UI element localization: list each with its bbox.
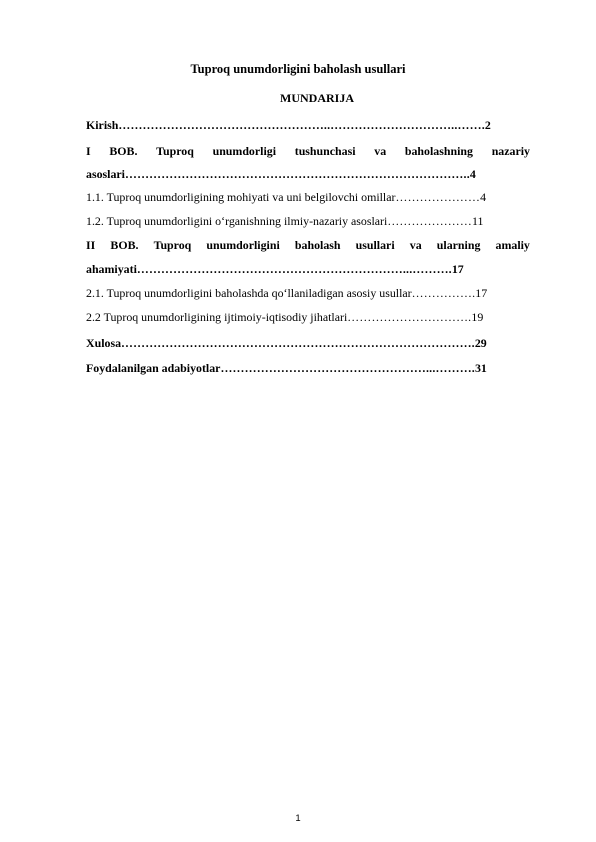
toc-entry-1-1[interactable] <box>86 189 516 205</box>
toc-leader-dots: ……………………………………………………………………………. <box>121 336 475 350</box>
toc-word: Tuproq <box>153 238 192 252</box>
document-title: Tuproq unumdorligini baholash usullari <box>190 62 406 76</box>
toc-page-number: 31 <box>474 361 487 375</box>
toc-word: va <box>374 144 387 158</box>
toc-word: unumdorligini <box>206 238 280 252</box>
toc-entry-bob2-line1[interactable] <box>86 237 530 253</box>
toc-entry-1-2[interactable] <box>86 213 516 229</box>
toc-entry-text: Kirish <box>86 118 119 132</box>
toc-leader-dots: ………………… <box>395 190 481 204</box>
toc-leader-dots: ………………… <box>387 214 472 228</box>
toc-word: unumdorligi <box>212 144 277 158</box>
toc-leader-dots: ……………………………………………..…………………………..……. <box>118 118 485 132</box>
toc-leader-dots: …………………………. <box>347 310 472 324</box>
toc-entry-kirish[interactable] <box>86 117 516 133</box>
toc-entry-xulosa[interactable] <box>86 335 516 351</box>
toc-entry-text: Xulosa <box>86 336 122 350</box>
toc-entry-bob1-line1[interactable] <box>86 143 530 159</box>
toc-word: ularning <box>436 238 481 252</box>
toc-word: BOB. <box>109 144 138 158</box>
toc-entry-text: asoslari <box>86 167 125 181</box>
toc-entry-text: Foydalanilgan adabiyotlar <box>86 361 221 375</box>
toc-leader-dots: ………………………………………………………………………….. <box>124 167 470 181</box>
toc-word: va <box>409 238 422 252</box>
page-number: 1 <box>295 813 301 824</box>
toc-leader-dots: ……………. <box>411 286 476 300</box>
toc-leader-dots: …………………………………………………………...………. <box>136 262 452 276</box>
toc-page-number: 4 <box>469 167 476 181</box>
toc-word: amaliy <box>495 238 530 252</box>
toc-entry-adabiyotlar[interactable] <box>86 360 516 376</box>
toc-entry-bob1-line2[interactable] <box>86 166 516 182</box>
toc-word: I <box>86 144 91 158</box>
toc-entry-text: 1.1. Tuproq unumdorligining mohiyati va uni belgilovchi omillar <box>86 190 396 204</box>
toc-entry-text: ahamiyati <box>86 262 137 276</box>
toc-entry-text: 2.1. Tuproq unumdorligini baholashda qo‘llaniladigan asosiy usullar <box>86 286 412 300</box>
toc-word: Tuproq <box>156 144 194 158</box>
toc-entry-bob2-line2[interactable] <box>86 261 516 277</box>
toc-word: nazariy <box>491 144 530 158</box>
toc-page-number: 4 <box>480 190 487 204</box>
toc-heading: MUNDARIJA <box>280 91 354 105</box>
toc-page-number: 17 <box>451 262 464 276</box>
toc-page-number: 11 <box>471 214 484 228</box>
toc-page-number: 2 <box>484 118 491 132</box>
toc-word: BOB. <box>110 238 139 252</box>
toc-word: usullari <box>355 238 395 252</box>
toc-entry-2-1[interactable] <box>86 285 516 301</box>
toc-word: baholashning <box>404 144 473 158</box>
toc-word: II <box>86 238 96 252</box>
toc-leader-dots: ……………………………………………...………. <box>220 361 475 375</box>
toc-page-number: 29 <box>474 336 487 350</box>
toc-page-number: 17 <box>475 286 488 300</box>
toc-entry-text: 2.2 Tuproq unumdorligining ijtimoiy-iqtisodiy jihatlari <box>86 310 348 324</box>
toc-page-number: 19 <box>471 310 484 324</box>
toc-word: baholash <box>294 238 341 252</box>
toc-entry-2-2[interactable] <box>86 309 516 325</box>
toc-entry-text: 1.2. Tuproq unumdorligini o‘rganishning ilmiy-nazariy asoslari <box>86 214 388 228</box>
toc-word: tushunchasi <box>294 144 356 158</box>
